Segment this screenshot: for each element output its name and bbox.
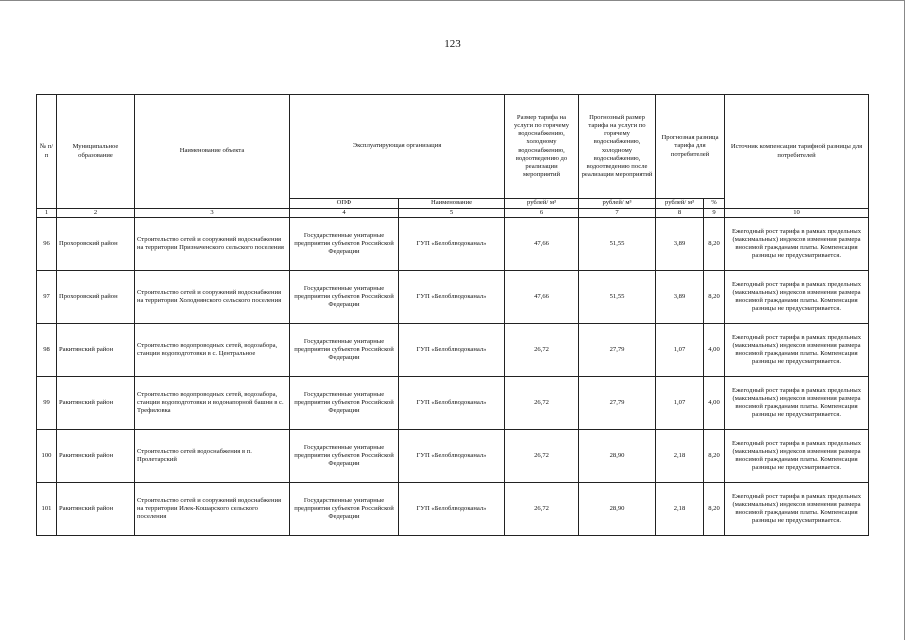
cell-tariff-before: 26,72 <box>505 324 579 377</box>
subheader-unit-before: рублей/ м³ <box>505 199 579 209</box>
cell-tariff-forecast: 27,79 <box>579 377 656 430</box>
cell-tariff-forecast: 51,55 <box>579 218 656 271</box>
cell-object: Строительство сетей водоснабжения в п. Пролетарский <box>135 430 290 483</box>
cell-opf: Государственные унитарные предприятия субъектов Российской Федерации <box>290 218 399 271</box>
cell-tariff-before: 47,66 <box>505 271 579 324</box>
column-number: 3 <box>135 209 290 218</box>
cell-org: ГУП «Белоблводоканал» <box>399 271 505 324</box>
cell-tariff-forecast: 27,79 <box>579 324 656 377</box>
cell-source: Ежегодный рост тарифа в рамках предельных (максимальных) индексов изменения размера вносимой гражданами платы. Компенсация разницы не предусматривается. <box>725 271 869 324</box>
cell-source: Ежегодный рост тарифа в рамках предельных (максимальных) индексов изменения размера вносимой гражданами платы. Компенсация разницы не предусматривается. <box>725 377 869 430</box>
column-number: 10 <box>725 209 869 218</box>
header-source: Источник компенсации тарифной разницы для потребителей <box>725 95 869 209</box>
cell-no: 101 <box>37 483 57 536</box>
column-number: 7 <box>579 209 656 218</box>
cell-tariff-before: 26,72 <box>505 377 579 430</box>
page-number: 123 <box>444 38 461 50</box>
table-row <box>37 324 869 377</box>
cell-opf: Государственные унитарные предприятия субъектов Российской Федерации <box>290 377 399 430</box>
cell-municipality: Прохоровский район <box>57 271 135 324</box>
subheader-unit-pct: % <box>704 199 725 209</box>
cell-diff: 1,07 <box>656 324 704 377</box>
cell-tariff-forecast: 51,55 <box>579 271 656 324</box>
cell-diff: 2,18 <box>656 430 704 483</box>
cell-no: 96 <box>37 218 57 271</box>
subheader-name: Наименование <box>399 199 505 209</box>
cell-diff: 2,18 <box>656 483 704 536</box>
cell-pct: 8,20 <box>704 218 725 271</box>
cell-pct: 8,20 <box>704 483 725 536</box>
cell-tariff-forecast: 28,90 <box>579 430 656 483</box>
cell-source: Ежегодный рост тарифа в рамках предельных (максимальных) индексов изменения размера вносимой гражданами платы. Компенсация разницы не предусматривается. <box>725 483 869 536</box>
cell-pct: 8,20 <box>704 430 725 483</box>
cell-municipality: Ракитянский район <box>57 324 135 377</box>
cell-pct: 4,00 <box>704 377 725 430</box>
header-growth: Прогнозная разница тарифа для потребителей <box>656 95 725 199</box>
cell-object: Строительство водопроводных сетей, водозабора, станции водоподготовки и водонапорной башни в с. Трефиловка <box>135 377 290 430</box>
header-municipality: Муниципальное образование <box>57 95 135 209</box>
column-number: 4 <box>290 209 399 218</box>
table-row <box>37 377 869 430</box>
header-tariff-forecast: Прогнозный размер тарифа на услуги по горячему водоснабжению, холодному водоснабжению, водоотведению после реализации мероприятий <box>579 95 656 199</box>
cell-tariff-forecast: 28,90 <box>579 483 656 536</box>
cell-org: ГУП «Белоблводоканал» <box>399 218 505 271</box>
table-row <box>37 271 869 324</box>
cell-opf: Государственные унитарные предприятия субъектов Российской Федерации <box>290 483 399 536</box>
table-row <box>37 483 869 536</box>
cell-source: Ежегодный рост тарифа в рамках предельных (максимальных) индексов изменения размера вносимой гражданами платы. Компенсация разницы не предусматривается. <box>725 324 869 377</box>
column-number: 6 <box>505 209 579 218</box>
cell-municipality: Ракитянский район <box>57 377 135 430</box>
header-object: Наименование объекта <box>135 95 290 209</box>
cell-org: ГУП «Белоблводоканал» <box>399 324 505 377</box>
cell-org: ГУП «Белоблводоканал» <box>399 377 505 430</box>
cell-diff: 3,89 <box>656 271 704 324</box>
table-row <box>37 218 869 271</box>
subheader-unit-diff: рублей/ м³ <box>656 199 704 209</box>
cell-opf: Государственные унитарные предприятия субъектов Российской Федерации <box>290 324 399 377</box>
cell-org: ГУП «Белоблводоканал» <box>399 483 505 536</box>
cell-opf: Государственные унитарные предприятия субъектов Российской Федерации <box>290 430 399 483</box>
cell-diff: 1,07 <box>656 377 704 430</box>
column-number: 2 <box>57 209 135 218</box>
cell-opf: Государственные унитарные предприятия субъектов Российской Федерации <box>290 271 399 324</box>
cell-org: ГУП «Белоблводоканал» <box>399 430 505 483</box>
column-number: 1 <box>37 209 57 218</box>
table-row <box>37 430 869 483</box>
cell-pct: 4,00 <box>704 324 725 377</box>
header-tariff-before: Размер тарифа на услуги по горячему водоснабжению, холодному водоснабжению, водоотведению до реализации мероприятий <box>505 95 579 199</box>
cell-tariff-before: 47,66 <box>505 218 579 271</box>
cell-no: 99 <box>37 377 57 430</box>
cell-pct: 8,20 <box>704 271 725 324</box>
subheader-opf: ОПФ <box>290 199 399 209</box>
cell-source: Ежегодный рост тарифа в рамках предельных (максимальных) индексов изменения размера вносимой гражданами платы. Компенсация разницы не предусматривается. <box>725 430 869 483</box>
scan-edge-top <box>0 0 905 1</box>
cell-municipality: Ракитянский район <box>57 483 135 536</box>
cell-object: Строительство сетей и сооружений водоснабжения на территории Илек-Кошарского сельского поселения <box>135 483 290 536</box>
cell-municipality: Ракитянский район <box>57 430 135 483</box>
column-number: 8 <box>656 209 704 218</box>
cell-tariff-before: 26,72 <box>505 430 579 483</box>
cell-object: Строительство водопроводных сетей, водозабора, станции водоподготовки в с. Центральное <box>135 324 290 377</box>
cell-municipality: Прохоровский район <box>57 218 135 271</box>
cell-object: Строительство сетей и сооружений водоснабжения на территории Холоднянского сельского поселения <box>135 271 290 324</box>
cell-tariff-before: 26,72 <box>505 483 579 536</box>
column-number: 9 <box>704 209 725 218</box>
subheader-unit-forecast: рублей/ м³ <box>579 199 656 209</box>
cell-source: Ежегодный рост тарифа в рамках предельных (максимальных) индексов изменения размера вносимой гражданами платы. Компенсация разницы не предусматривается. <box>725 218 869 271</box>
cell-object: Строительство сетей и сооружений водоснабжения на территории Призначенского сельского поселения <box>135 218 290 271</box>
cell-diff: 3,89 <box>656 218 704 271</box>
cell-no: 98 <box>37 324 57 377</box>
cell-no: 100 <box>37 430 57 483</box>
header-operator: Эксплуатирующая организация <box>290 95 505 199</box>
header-no: № п/п <box>37 95 57 209</box>
cell-no: 97 <box>37 271 57 324</box>
tariff-table <box>36 94 869 536</box>
column-number: 5 <box>399 209 505 218</box>
